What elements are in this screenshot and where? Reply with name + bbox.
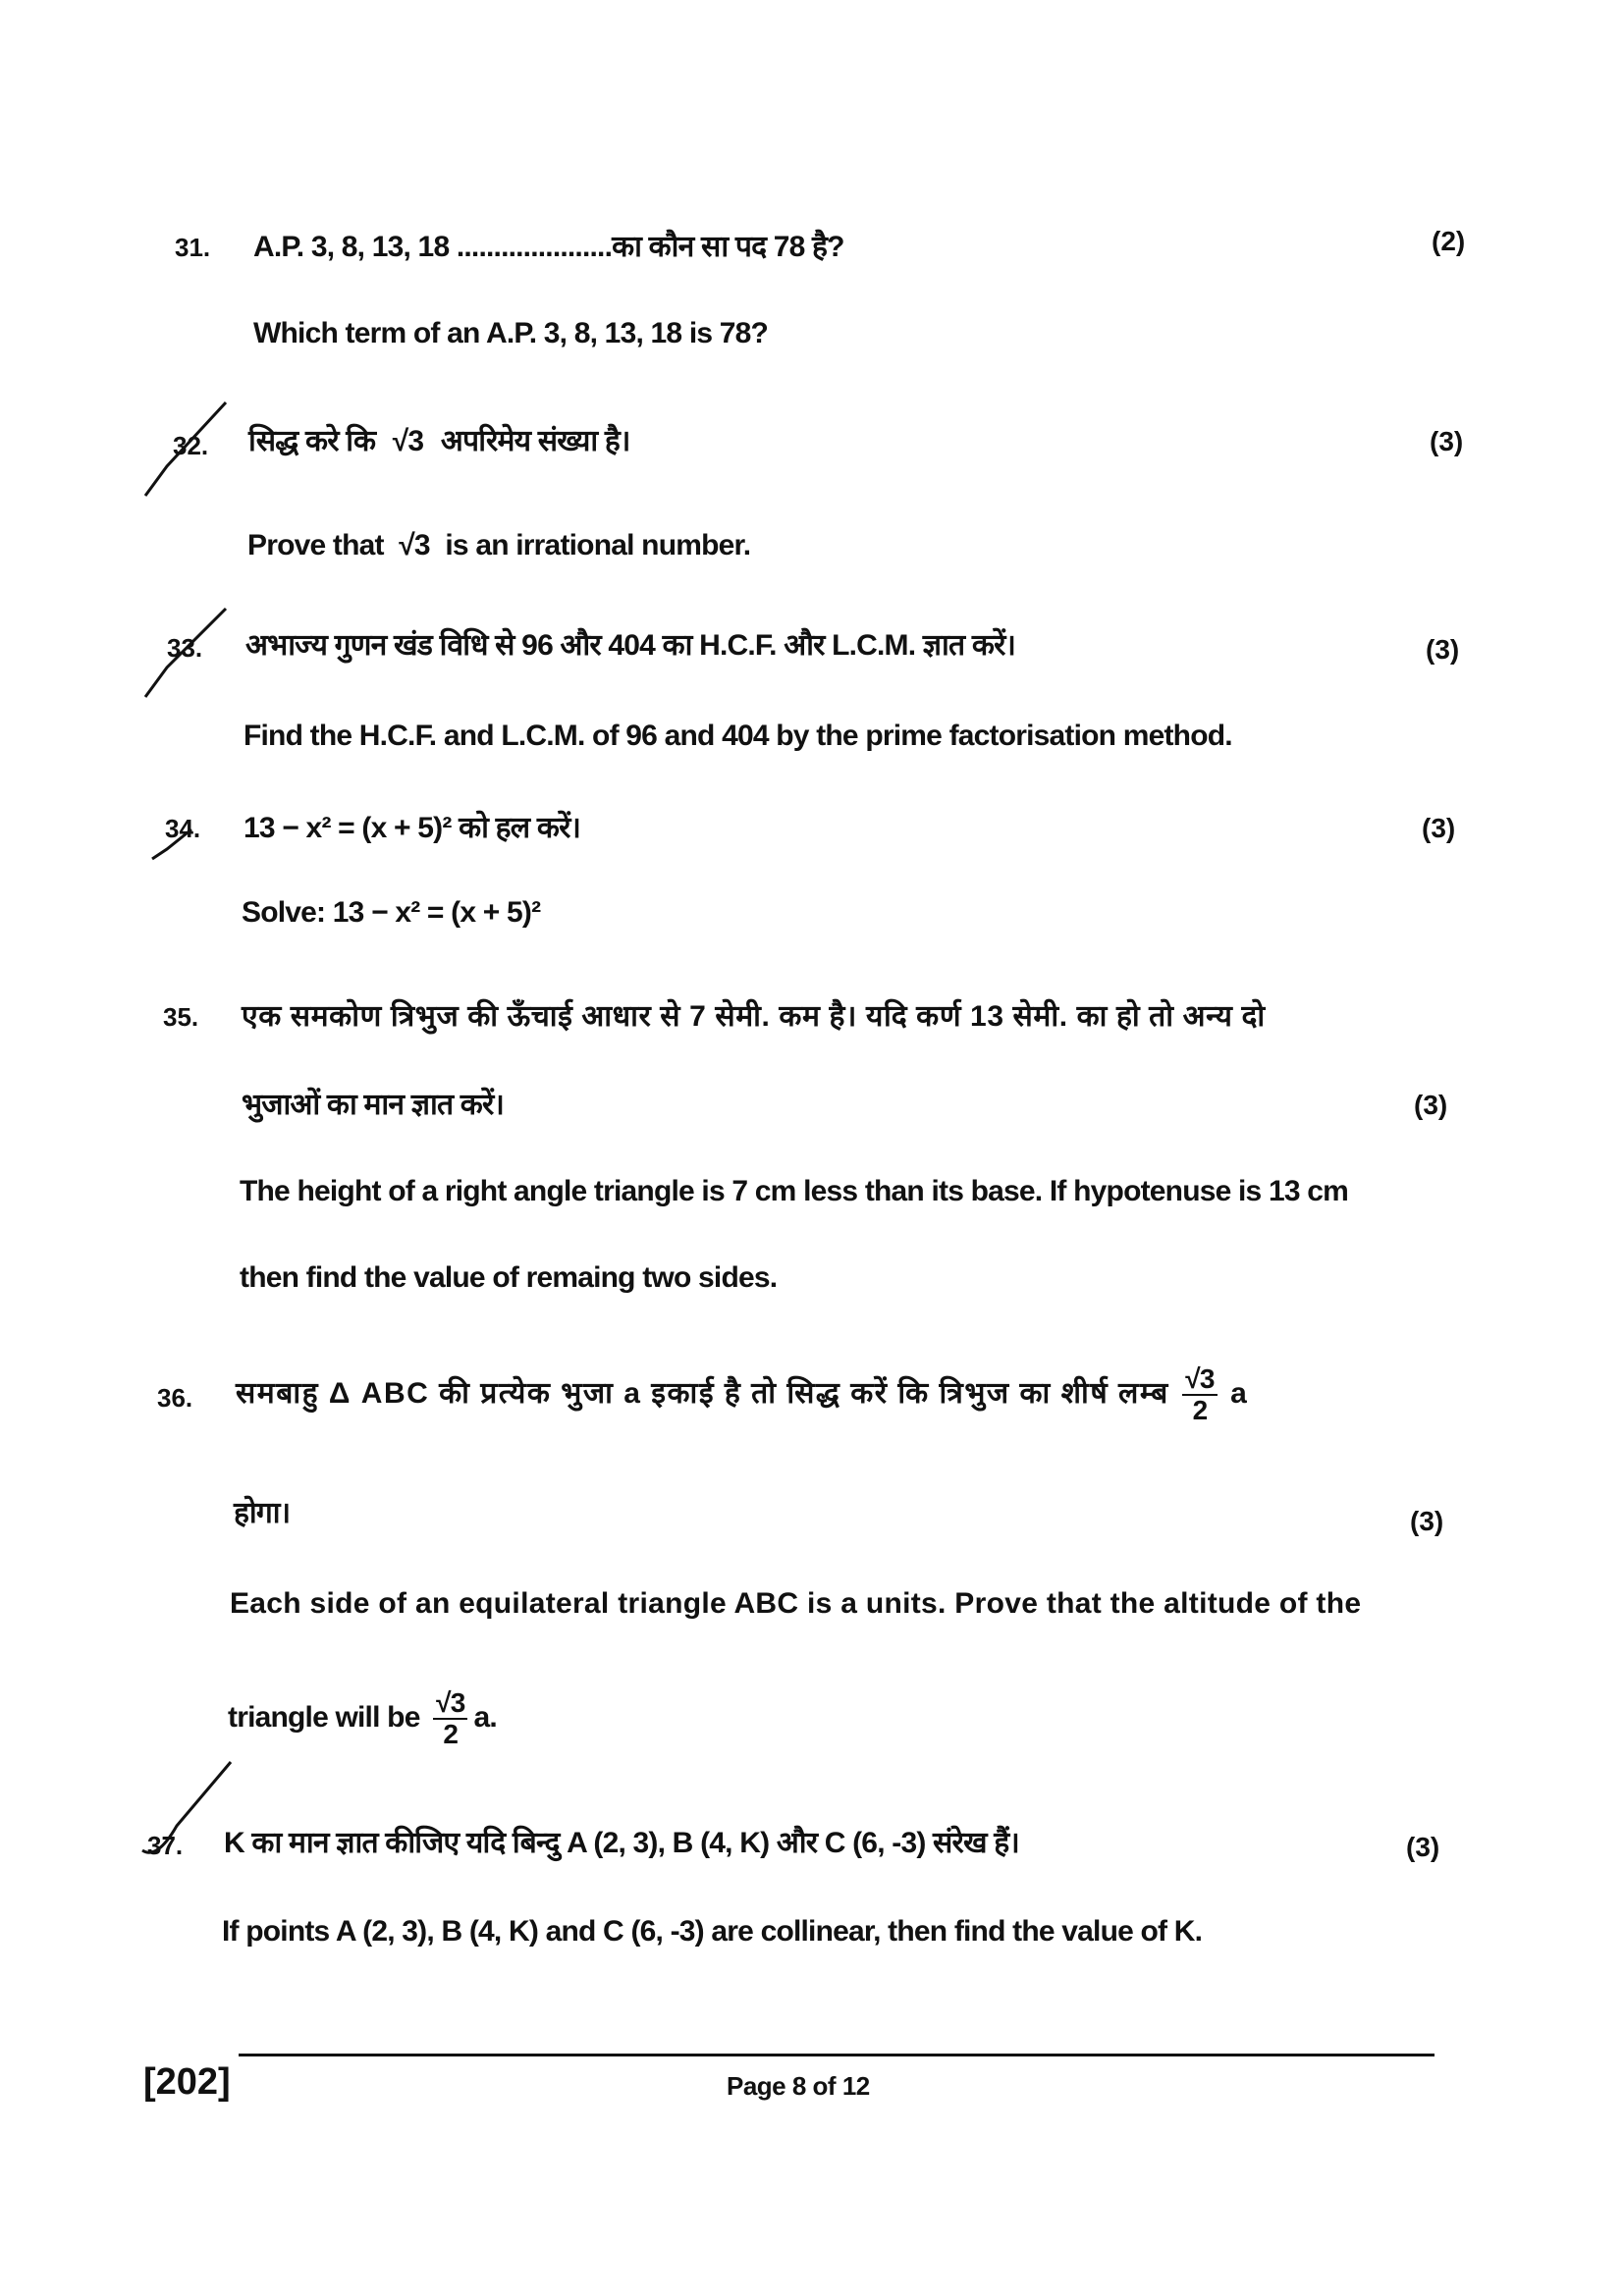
question-english: then find the value of remaing two sides. <box>240 1261 778 1294</box>
question-number: 36. <box>157 1383 193 1413</box>
question-english: If points A (2, 3), B (4, K) and C (6, -3) are collinear, then find the value of K. <box>222 1915 1203 1948</box>
fraction-numerator: √3 <box>433 1688 467 1720</box>
sqrt-3: √3 <box>399 529 430 561</box>
question-number: 31. <box>175 233 211 262</box>
variable: a <box>1230 1377 1247 1410</box>
question-english: The height of a right angle triangle is 7 cm less than its base. If hypotenuse is 13 cm <box>240 1175 1349 1207</box>
question-english: Solve: 13 − x² = (x + 5)² <box>242 896 541 929</box>
sqrt-3: √3 <box>392 425 424 457</box>
question-number: 34. <box>165 814 201 843</box>
text: is an irrational number. <box>445 529 751 561</box>
question-english: Find the H.C.F. and L.C.M. of 96 and 404 by the prime factorisation method. <box>244 720 1232 752</box>
fraction-numerator: √3 <box>1182 1364 1217 1396</box>
checkmark-icon <box>137 604 236 702</box>
paper-code: [202] <box>143 2061 231 2103</box>
question-hindi: अभाज्य गुणन खंड विधि से 96 और 404 का H.C.F. और L.C.M. ज्ञात करें। <box>245 629 1016 662</box>
marks: (3) <box>1422 813 1456 843</box>
checkmark-icon <box>147 825 196 864</box>
question-hindi: होगा। <box>234 1497 291 1529</box>
text: अपरिमेय संख्या है। <box>440 425 630 457</box>
fraction-denominator: 2 <box>1192 1395 1208 1426</box>
page-number: Page 8 of 12 <box>727 2071 870 2101</box>
question-number: 35. <box>163 1002 199 1032</box>
question-number: 33. <box>167 633 203 663</box>
question-hindi: K का मान ज्ञात कीजिए यदि बिन्दु A (2, 3), B (4, K) और C (6, -3) संरेख हैं। <box>224 1827 1019 1859</box>
marks: (3) <box>1406 1832 1440 1862</box>
question-number: 32. <box>173 431 209 460</box>
question-hindi <box>236 1355 1246 1433</box>
fraction <box>1182 1364 1217 1425</box>
text: a. <box>473 1701 497 1734</box>
fraction <box>433 1688 467 1749</box>
footer-divider <box>239 2054 1435 2056</box>
text: समबाहु Δ ABC की प्रत्येक भुजा a इकाई है तो सिद्ध करें कि त्रिभुज का शीर्ष लम्ब <box>236 1377 1169 1410</box>
question-english <box>228 1679 497 1757</box>
question-english: Which term of an A.P. 3, 8, 13, 18 is 78? <box>253 317 769 349</box>
fraction-denominator: 2 <box>443 1719 459 1750</box>
question-hindi: 13 − x² = (x + 5)² को हल करें। <box>244 812 581 844</box>
checkmark-icon <box>137 1757 236 1865</box>
marks: (3) <box>1430 426 1464 456</box>
checkmark-icon <box>137 398 236 506</box>
question-english: Each side of an equilateral triangle ABC is a units. Prove that the altitude of the <box>230 1587 1362 1620</box>
text: triangle will be <box>228 1701 420 1734</box>
question-number: 37. <box>147 1831 184 1860</box>
text: सिद्ध करे कि <box>248 425 376 457</box>
text: Prove that <box>247 529 384 561</box>
marks: (3) <box>1414 1090 1448 1120</box>
marks: (3) <box>1410 1506 1444 1536</box>
question-english <box>247 528 750 563</box>
question-hindi: A.P. 3, 8, 13, 18 .....................का कौन सा पद 78 है? <box>253 231 844 263</box>
marks: (3) <box>1426 634 1460 665</box>
marks: (2) <box>1432 226 1466 256</box>
question-hindi: भुजाओं का मान ज्ञात करें। <box>242 1089 505 1121</box>
question-hindi: एक समकोण त्रिभुज की ऊँचाई आधार से 7 सेमी. कम है। यदि कर्ण 13 सेमी. का हो तो अन्य दो <box>242 1000 1266 1033</box>
question-hindi <box>248 424 630 459</box>
